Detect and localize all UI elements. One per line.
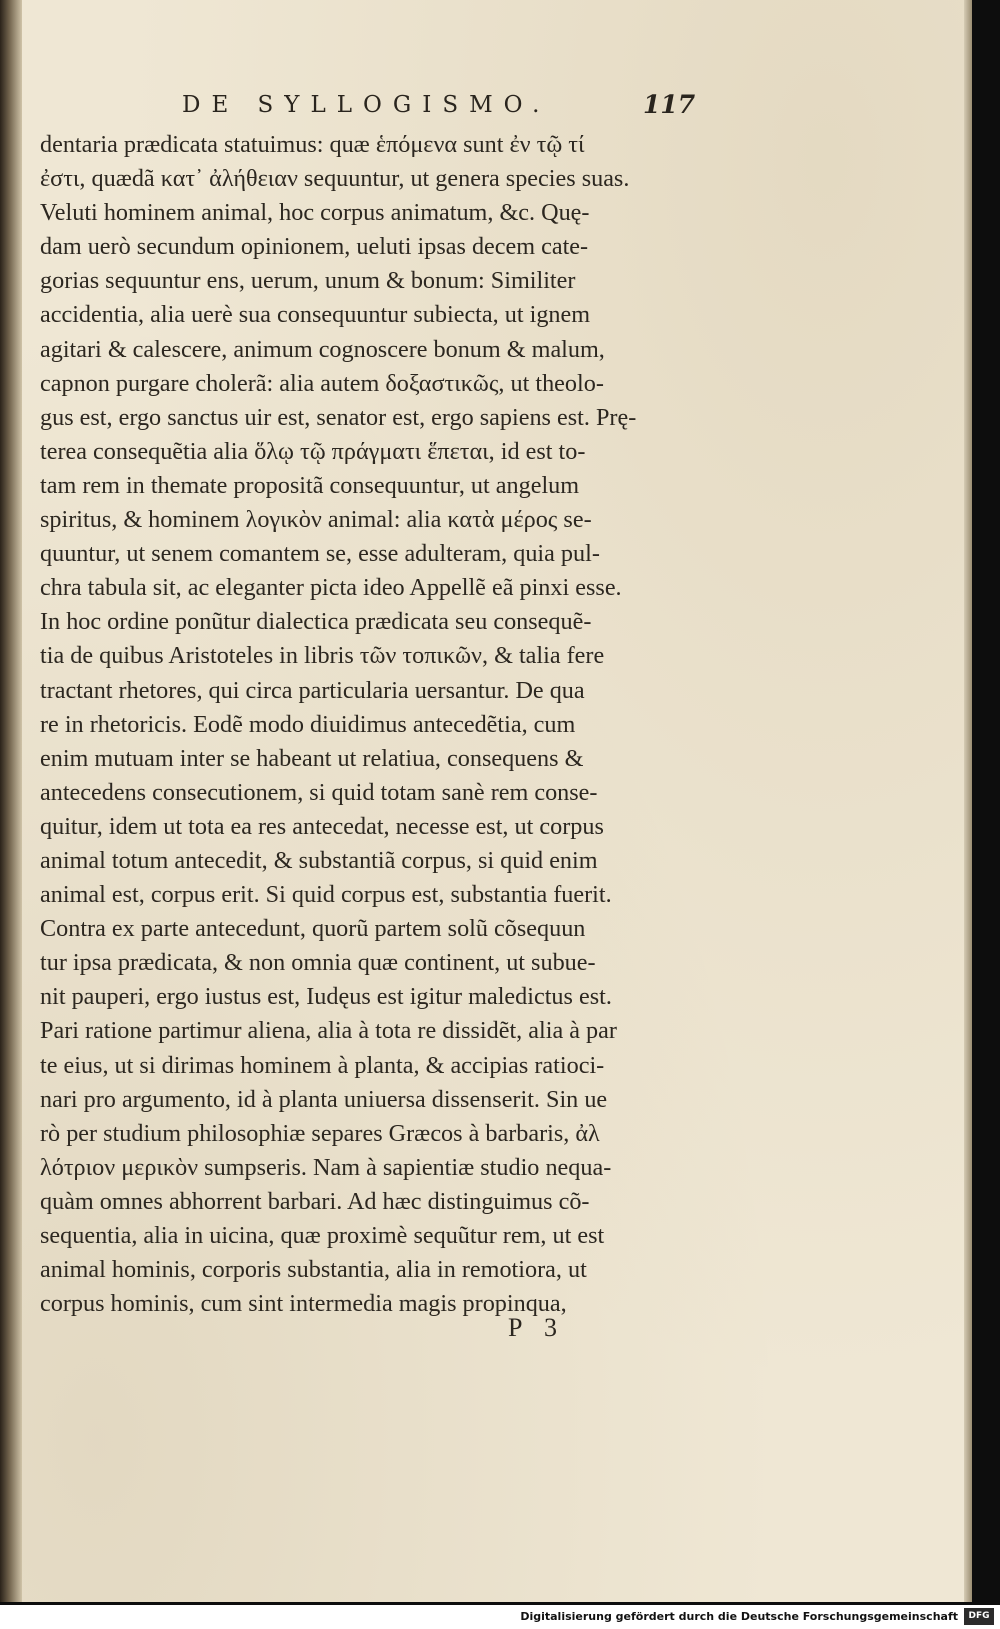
text-line: dam uerò secundum opinionem, ueluti ipsas decem cate- bbox=[40, 233, 589, 261]
footer-bar bbox=[0, 1605, 1000, 1629]
text-line: animal hominis, corporis substantia, alia in remotiora, ut bbox=[40, 1256, 587, 1284]
text-line: tia de quibus Aristoteles in libris τῶν τοπικῶν, & talia fere bbox=[40, 642, 605, 670]
body-text bbox=[40, 128, 710, 1321]
running-head: DE SYLLOGISMO. bbox=[182, 92, 551, 118]
text-line: quitur, idem ut tota ea res antecedat, necesse est, ut corpus bbox=[40, 812, 604, 840]
text-line: gus est, ergo sanctus uir est, senator est, ergo sapiens est. Prę- bbox=[40, 403, 637, 431]
page-spine-shadow bbox=[0, 0, 22, 1602]
page-edge bbox=[964, 0, 972, 1602]
funding-credit: Digitalisierung gefördert durch die Deutsche Forschungsgemeinschaft bbox=[520, 1610, 958, 1623]
text-line: tam rem in themate propositã consequuntur, ut angelum bbox=[40, 471, 580, 499]
text-line: agitari & calescere, animum cognoscere bonum & malum, bbox=[40, 335, 605, 363]
text-line: sequentia, alia in uicina, quæ proximè sequũtur rem, ut est bbox=[40, 1222, 605, 1249]
text-line: rò per studium philosophiæ separes Græcos à barbaris, ἀλ bbox=[40, 1119, 600, 1147]
text-line: Contra ex parte antecedunt, quorũ partem solũ cõsequun bbox=[40, 915, 586, 943]
text-line: te eius, ut si dirimas hominem à planta, & accipias ratioci- bbox=[40, 1051, 605, 1079]
text-line: tractant rhetores, qui circa particularia uersantur. De qua bbox=[40, 676, 585, 704]
text-line: In hoc ordine ponũtur dialectica prædicata seu consequẽ- bbox=[40, 608, 592, 636]
text-line: ἐστι, quædã κατ᾿ ἀλήθειαν sequuntur, ut genera species suas. bbox=[40, 165, 630, 193]
text-line: dentaria prædicata statuimus: quæ ἑπόμενα sunt ἐν τῷ τί bbox=[40, 131, 585, 158]
text-line: quàm omnes abhorrent barbari. Ad hæc distinguimus cõ- bbox=[40, 1187, 590, 1215]
text-line: nari pro argumento, id à planta uniuersa dissenserit. Sin ue bbox=[40, 1085, 608, 1113]
page-number: 117 bbox=[643, 90, 696, 119]
text-line: spiritus, & hominem λογικὸν animal: alia κατὰ μέρος se- bbox=[40, 506, 592, 534]
text-line: animal totum antecedit, & substantiã corpus, si quid enim bbox=[40, 846, 598, 874]
text-line: enim mutuam inter se habeant ut relatiua, consequens & bbox=[40, 744, 584, 772]
text-line: accidentia, alia uerè sua consequuntur subiecta, ut ignem bbox=[40, 301, 591, 329]
text-line: Pari ratione partimur aliena, alia à tota re dissidẽt, alia à par bbox=[40, 1017, 617, 1045]
text-line: capnon purgare cholerã: alia autem δοξαστικῶς, ut theolo- bbox=[40, 369, 604, 397]
text-line: animal est, corpus erit. Si quid corpus est, substantia fuerit. bbox=[40, 881, 612, 909]
text-line: nit pauperi, ergo iustus est, Iudęus est igitur maledictus est. bbox=[40, 983, 612, 1011]
text-line: λότριον μερικὸν sumpseris. Nam à sapientiæ studio nequa- bbox=[40, 1153, 612, 1181]
text-line: gorias sequuntur ens, uerum, unum & bonum: Similiter bbox=[40, 267, 576, 295]
signature-mark: P 3 bbox=[508, 1313, 565, 1342]
text-line: antecedens consecutionem, si quid totam sanè rem conse- bbox=[40, 778, 598, 806]
text-line: terea consequẽtia alia ὅλῳ τῷ πράγματι ἕπεται, id est to- bbox=[40, 437, 586, 465]
text-line: Veluti hominem animal, hoc corpus animatum, &c. Quę- bbox=[40, 199, 590, 227]
text-line: tur ipsa prædicata, & non omnia quæ continent, ut subue- bbox=[40, 949, 596, 977]
text-line: quuntur, ut senem comantem se, esse adulteram, quia pul- bbox=[40, 540, 600, 568]
text-line: chra tabula sit, ac eleganter picta ideo Appellẽ eã pinxi esse. bbox=[40, 574, 622, 602]
dfg-logo: DFG bbox=[964, 1608, 994, 1625]
text-line: re in rhetoricis. Eodẽ modo diuidimus antecedẽtia, cum bbox=[40, 710, 576, 738]
text-line: corpus hominis, cum sint intermedia magis propinqua, bbox=[40, 1290, 567, 1318]
